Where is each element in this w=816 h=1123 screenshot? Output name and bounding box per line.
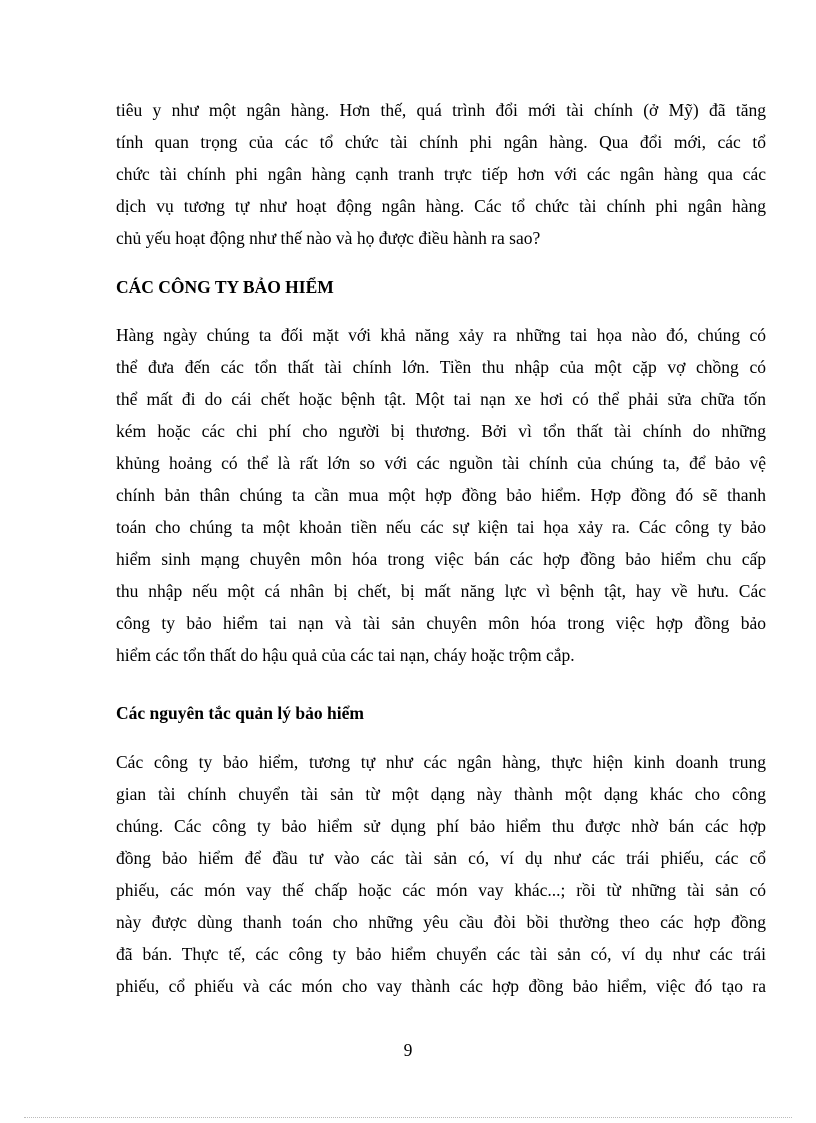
text-line: đồng bảo hiểm để đầu tư vào các tài sản có, ví dụ như các trái phiếu, các cổ <box>116 848 766 868</box>
text-line: chúng. Các công ty bảo hiểm sử dụng phí bảo hiểm thu được nhờ bán các hợp <box>116 816 766 836</box>
text-line: đã bán. Thực tế, các công ty bảo hiểm chuyển các tài sản có, ví dụ như các trái <box>116 944 766 964</box>
text-line: công ty bảo hiểm tai nạn và tài sản chuyên môn hóa trong việc hợp đồng bảo <box>116 613 766 633</box>
text-line: chức tài chính phi ngân hàng cạnh tranh trực tiếp hơn với các ngân hàng qua các <box>116 164 766 184</box>
text-line: Các công ty bảo hiểm, tương tự như các ngân hàng, thực hiện kinh doanh trung <box>116 752 766 772</box>
text-line: tiêu y như một ngân hàng. Hơn thế, quá trình đổi mới tài chính (ở Mỹ) đã tăng <box>116 100 766 120</box>
text-line: phiếu, cổ phiếu và các món cho vay thành các hợp đồng bảo hiểm, việc đó tạo ra <box>116 976 766 996</box>
text-line: Hàng ngày chúng ta đối mặt với khả năng xảy ra những tai họa nào đó, chúng có <box>116 325 766 345</box>
text-line: khủng hoảng có thể là rất lớn so với các nguồn tài chính của chúng ta, để bảo vệ <box>116 453 766 473</box>
text-line: toán cho chúng ta một khoản tiền nếu các sự kiện tai họa xảy ra. Các công ty bảo <box>116 517 766 537</box>
text-line: hiểm các tổn thất do hậu quả của các tai nạn, cháy hoặc trộm cắp. <box>116 645 575 665</box>
text-line: gian tài chính chuyển tài sản từ một dạng này thành một dạng khác cho công <box>116 784 766 804</box>
text-line: này được dùng thanh toán cho những yêu cầu đòi bồi thường theo các hợp đồng <box>116 912 766 932</box>
text-line: chính bản thân chúng ta cần mua một hợp đồng bảo hiểm. Hợp đồng đó sẽ thanh <box>116 485 766 505</box>
subsection-heading: Các nguyên tắc quản lý bảo hiểm <box>116 703 364 723</box>
text-line: thể mất đi do cái chết hoặc bệnh tật. Một tai nạn xe hơi có thể phải sửa chữa tốn <box>116 389 766 409</box>
page-boundary-divider <box>24 1117 792 1118</box>
text-line: thể đưa đến các tổn thất tài chính lớn. Tiền thu nhập của một cặp vợ chồng có <box>116 357 766 377</box>
text-line: chủ yếu hoạt động như thế nào và họ được điều hành ra sao? <box>116 228 541 248</box>
text-line: phiếu, các món vay thế chấp hoặc các món vay khác...; rồi từ những tài sản có <box>116 880 766 900</box>
page-number: 9 <box>403 1040 413 1060</box>
section-heading: CÁC CÔNG TY BẢO HIỂM <box>116 277 334 297</box>
text-line: kém hoặc các chi phí cho người bị thương. Bởi vì tổn thất tài chính do những <box>116 421 766 441</box>
text-line: thu nhập nếu một cá nhân bị chết, bị mất năng lực vì bệnh tật, hay về hưu. Các <box>116 581 766 601</box>
text-line: hiểm sinh mạng chuyên môn hóa trong việc bán các hợp đồng bảo hiểm chu cấp <box>116 549 766 569</box>
text-line: tính quan trọng của các tổ chức tài chính phi ngân hàng. Qua đổi mới, các tổ <box>116 132 766 152</box>
text-line: dịch vụ tương tự như hoạt động ngân hàng. Các tổ chức tài chính phi ngân hàng <box>116 196 766 216</box>
